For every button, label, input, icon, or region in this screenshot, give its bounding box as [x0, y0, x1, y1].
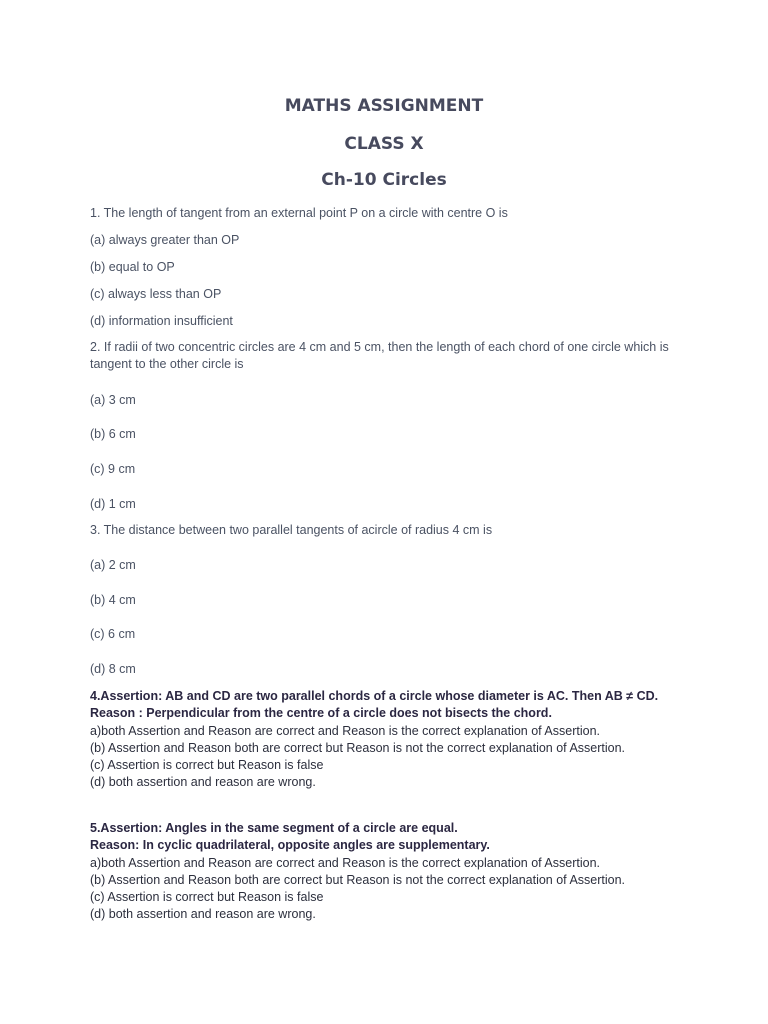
question-2-text: 2. If radii of two concentric circles are 4 cm and 5 cm, then the length of each chord of one circle which is tangent to the other circle is [90, 340, 669, 371]
question-3-option-d: (d) 8 cm [90, 662, 136, 676]
question-5-reason: Reason: In cyclic quadrilateral, opposite angles are supplementary. [90, 838, 490, 853]
question-1-option-a: (a) always greater than OP [90, 233, 240, 247]
question-5-option-d: (d) both assertion and reason are wrong. [90, 907, 316, 922]
question-3-option-c: (c) 6 cm [90, 627, 136, 641]
question-4-assertion: 4.Assertion: AB and CD are two parallel chords of a circle whose diameter is AC. Then AB ≠ CD. [90, 689, 659, 703]
question-4-option-b: (b) Assertion and Reason both are correct but Reason is not the correct explanation of Assertion. [90, 740, 626, 755]
question-1-option-b: (b) equal to OP [90, 260, 175, 274]
question-4-reason: Reason : Perpendicular from the centre of a circle does not bisects the chord. [90, 706, 552, 721]
question-1-option-c: (c) always less than OP [90, 287, 222, 301]
question-5-option-b: (b) Assertion and Reason both are correct but Reason is not the correct explanation of Assertion. [90, 872, 626, 887]
question-2-option-c: (c) 9 cm [90, 462, 136, 476]
class-title: CLASS X [344, 134, 424, 154]
question-5-option-c: (c) Assertion is correct but Reason is false [90, 890, 324, 905]
question-2-option-a: (a) 3 cm [90, 393, 136, 407]
question-5-block [90, 820, 690, 924]
question-4-option-c: (c) Assertion is correct but Reason is false [90, 758, 324, 773]
chapter-title: Ch-10 Circles [321, 170, 447, 190]
question-5-assertion: 5.Assertion: Angles in the same segment of a circle are equal. [90, 821, 458, 835]
question-4-option-a: a)both Assertion and Reason are correct and Reason is the correct explanation of Assertion. [90, 723, 601, 738]
question-2-option-b: (b) 6 cm [90, 427, 136, 441]
question-2-option-d: (d) 1 cm [90, 497, 136, 511]
assignment-title: MATHS ASSIGNMENT [284, 96, 484, 116]
question-4-block [90, 688, 690, 792]
question-3-option-a: (a) 2 cm [90, 558, 136, 572]
question-4-option-d: (d) both assertion and reason are wrong. [90, 775, 316, 790]
question-3-option-b: (b) 4 cm [90, 593, 136, 607]
question-3-text: 3. The distance between two parallel tangents of acircle of radius 4 cm is [90, 523, 493, 537]
question-1-text: 1. The length of tangent from an external point P on a circle with centre O is [90, 206, 508, 220]
question-5-option-a: a)both Assertion and Reason are correct and Reason is the correct explanation of Assertion. [90, 855, 601, 870]
question-1-option-d: (d) information insufficient [90, 314, 233, 328]
